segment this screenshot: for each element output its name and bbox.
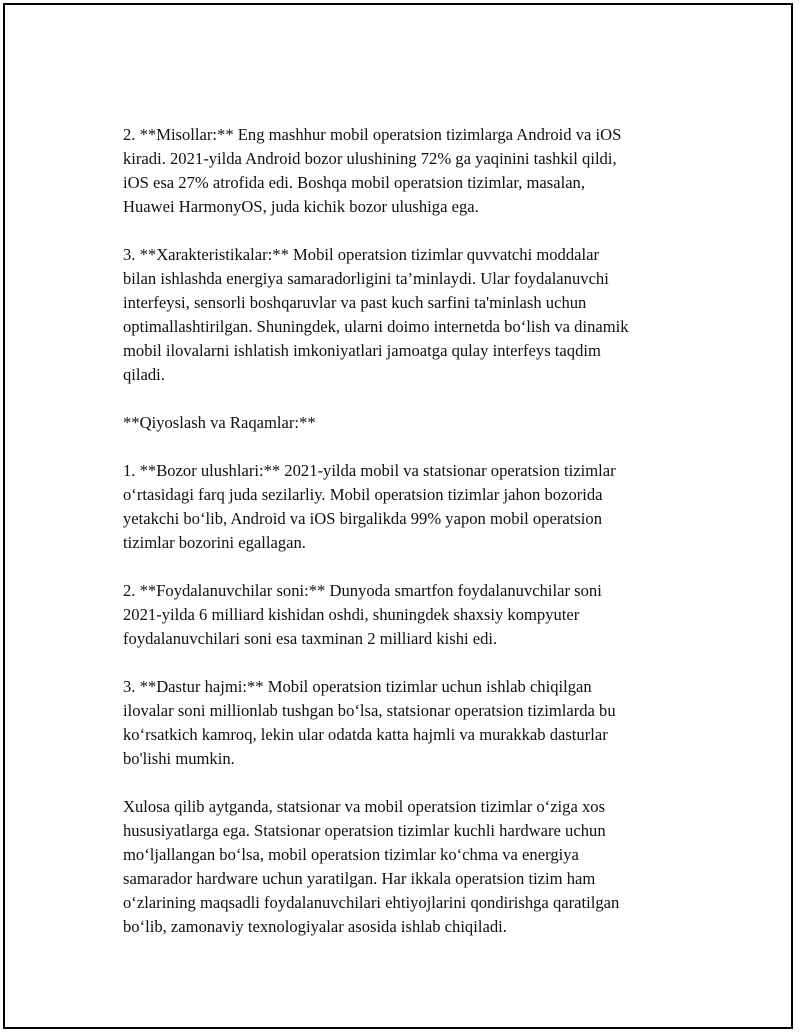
text-line: 1. **Bozor ulushlari:** 2021-yilda mobil va statsionar operatsion tizimlar (123, 461, 616, 480)
text-line: o‘rtasidagi farq juda sezilarliy. Mobil operatsion tizimlar jahon bozorida (123, 485, 603, 504)
text-line: **Qiyoslash va Raqamlar:** (123, 413, 316, 432)
text-line: iOS esa 27% atrofida edi. Boshqa mobil operatsion tizimlar, masalan, (123, 173, 586, 192)
text-line: bilan ishlashda energiya samaradorligini ta’minlaydi. Ular foydalanuvchi (123, 269, 609, 288)
page-frame (3, 3, 793, 1029)
text-line: yetakchi bo‘lib, Android va iOS birgalikda 99% yapon mobil operatsion (123, 509, 602, 528)
text-line: mobil ilovalarni ishlatish imkoniyatlari jamoatga qulay interfeys taqdim (123, 341, 601, 360)
text-line: ko‘rsatkich kamroq, lekin ular odatda katta hajmli va murakkab dasturlar (123, 725, 608, 744)
text-line: 2. **Foydalanuvchilar soni:** Dunyoda smartfon foydalanuvchilar soni (123, 581, 602, 600)
text-line: bo'lishi mumkin. (123, 749, 235, 768)
paragraph-dastur-hajmi (123, 675, 693, 771)
text-line: optimallashtirilgan. Shuningdek, ularni doimo internetda bo‘lish va dinamik (123, 317, 629, 336)
paragraph-foydalanuvchilar-soni (123, 579, 693, 651)
section-heading-qiyoslash (123, 411, 693, 435)
text-line: foydalanuvchilari soni esa taxminan 2 milliard kishi edi. (123, 629, 498, 648)
text-line: interfeysi, sensorli boshqaruvlar va past kuch sarfini ta'minlash uchun (123, 293, 587, 312)
text-line: Huawei HarmonyOS, juda kichik bozor ulushiga ega. (123, 197, 479, 216)
text-line: o‘zlarining maqsadli foydalanuvchilari ehtiyojlarini qondirishga qaratilgan (123, 893, 620, 912)
paragraph-xarakteristikalar (123, 243, 693, 387)
document-body (123, 123, 693, 963)
text-line: kiradi. 2021-yilda Android bozor ulushining 72% ga yaqinini tashkil qildi, (123, 149, 617, 168)
text-line: samarador hardware uchun yaratilgan. Har ikkala operatsion tizim ham (123, 869, 596, 888)
text-line: 2. **Misollar:** Eng mashhur mobil operatsion tizimlarga Android va iOS (123, 125, 622, 144)
text-line: qiladi. (123, 365, 165, 384)
text-line: bo‘lib, zamonaviy texnologiyalar asosida ishlab chiqiladi. (123, 917, 507, 936)
text-line: Xulosa qilib aytganda, statsionar va mobil operatsion tizimlar o‘ziga xos (123, 797, 606, 816)
paragraph-bozor-ulushlari (123, 459, 693, 555)
text-line: hususiyatlarga ega. Statsionar operatsion tizimlar kuchli hardware uchun (123, 821, 606, 840)
paragraph-xulosa (123, 795, 693, 939)
text-line: tizimlar bozorini egallagan. (123, 533, 306, 552)
text-line: ilovalar soni millionlab tushgan bo‘lsa, statsionar operatsion tizimlarda bu (123, 701, 616, 720)
text-line: mo‘ljallangan bo‘lsa, mobil operatsion tizimlar ko‘chma va energiya (123, 845, 579, 864)
text-line: 3. **Dastur hajmi:** Mobil operatsion tizimlar uchun ishlab chiqilgan (123, 677, 592, 696)
text-line: 2021-yilda 6 milliard kishidan oshdi, shuningdek shaxsiy kompyuter (123, 605, 580, 624)
paragraph-misollar (123, 123, 693, 219)
text-line: 3. **Xarakteristikalar:** Mobil operatsion tizimlar quvvatchi moddalar (123, 245, 600, 264)
